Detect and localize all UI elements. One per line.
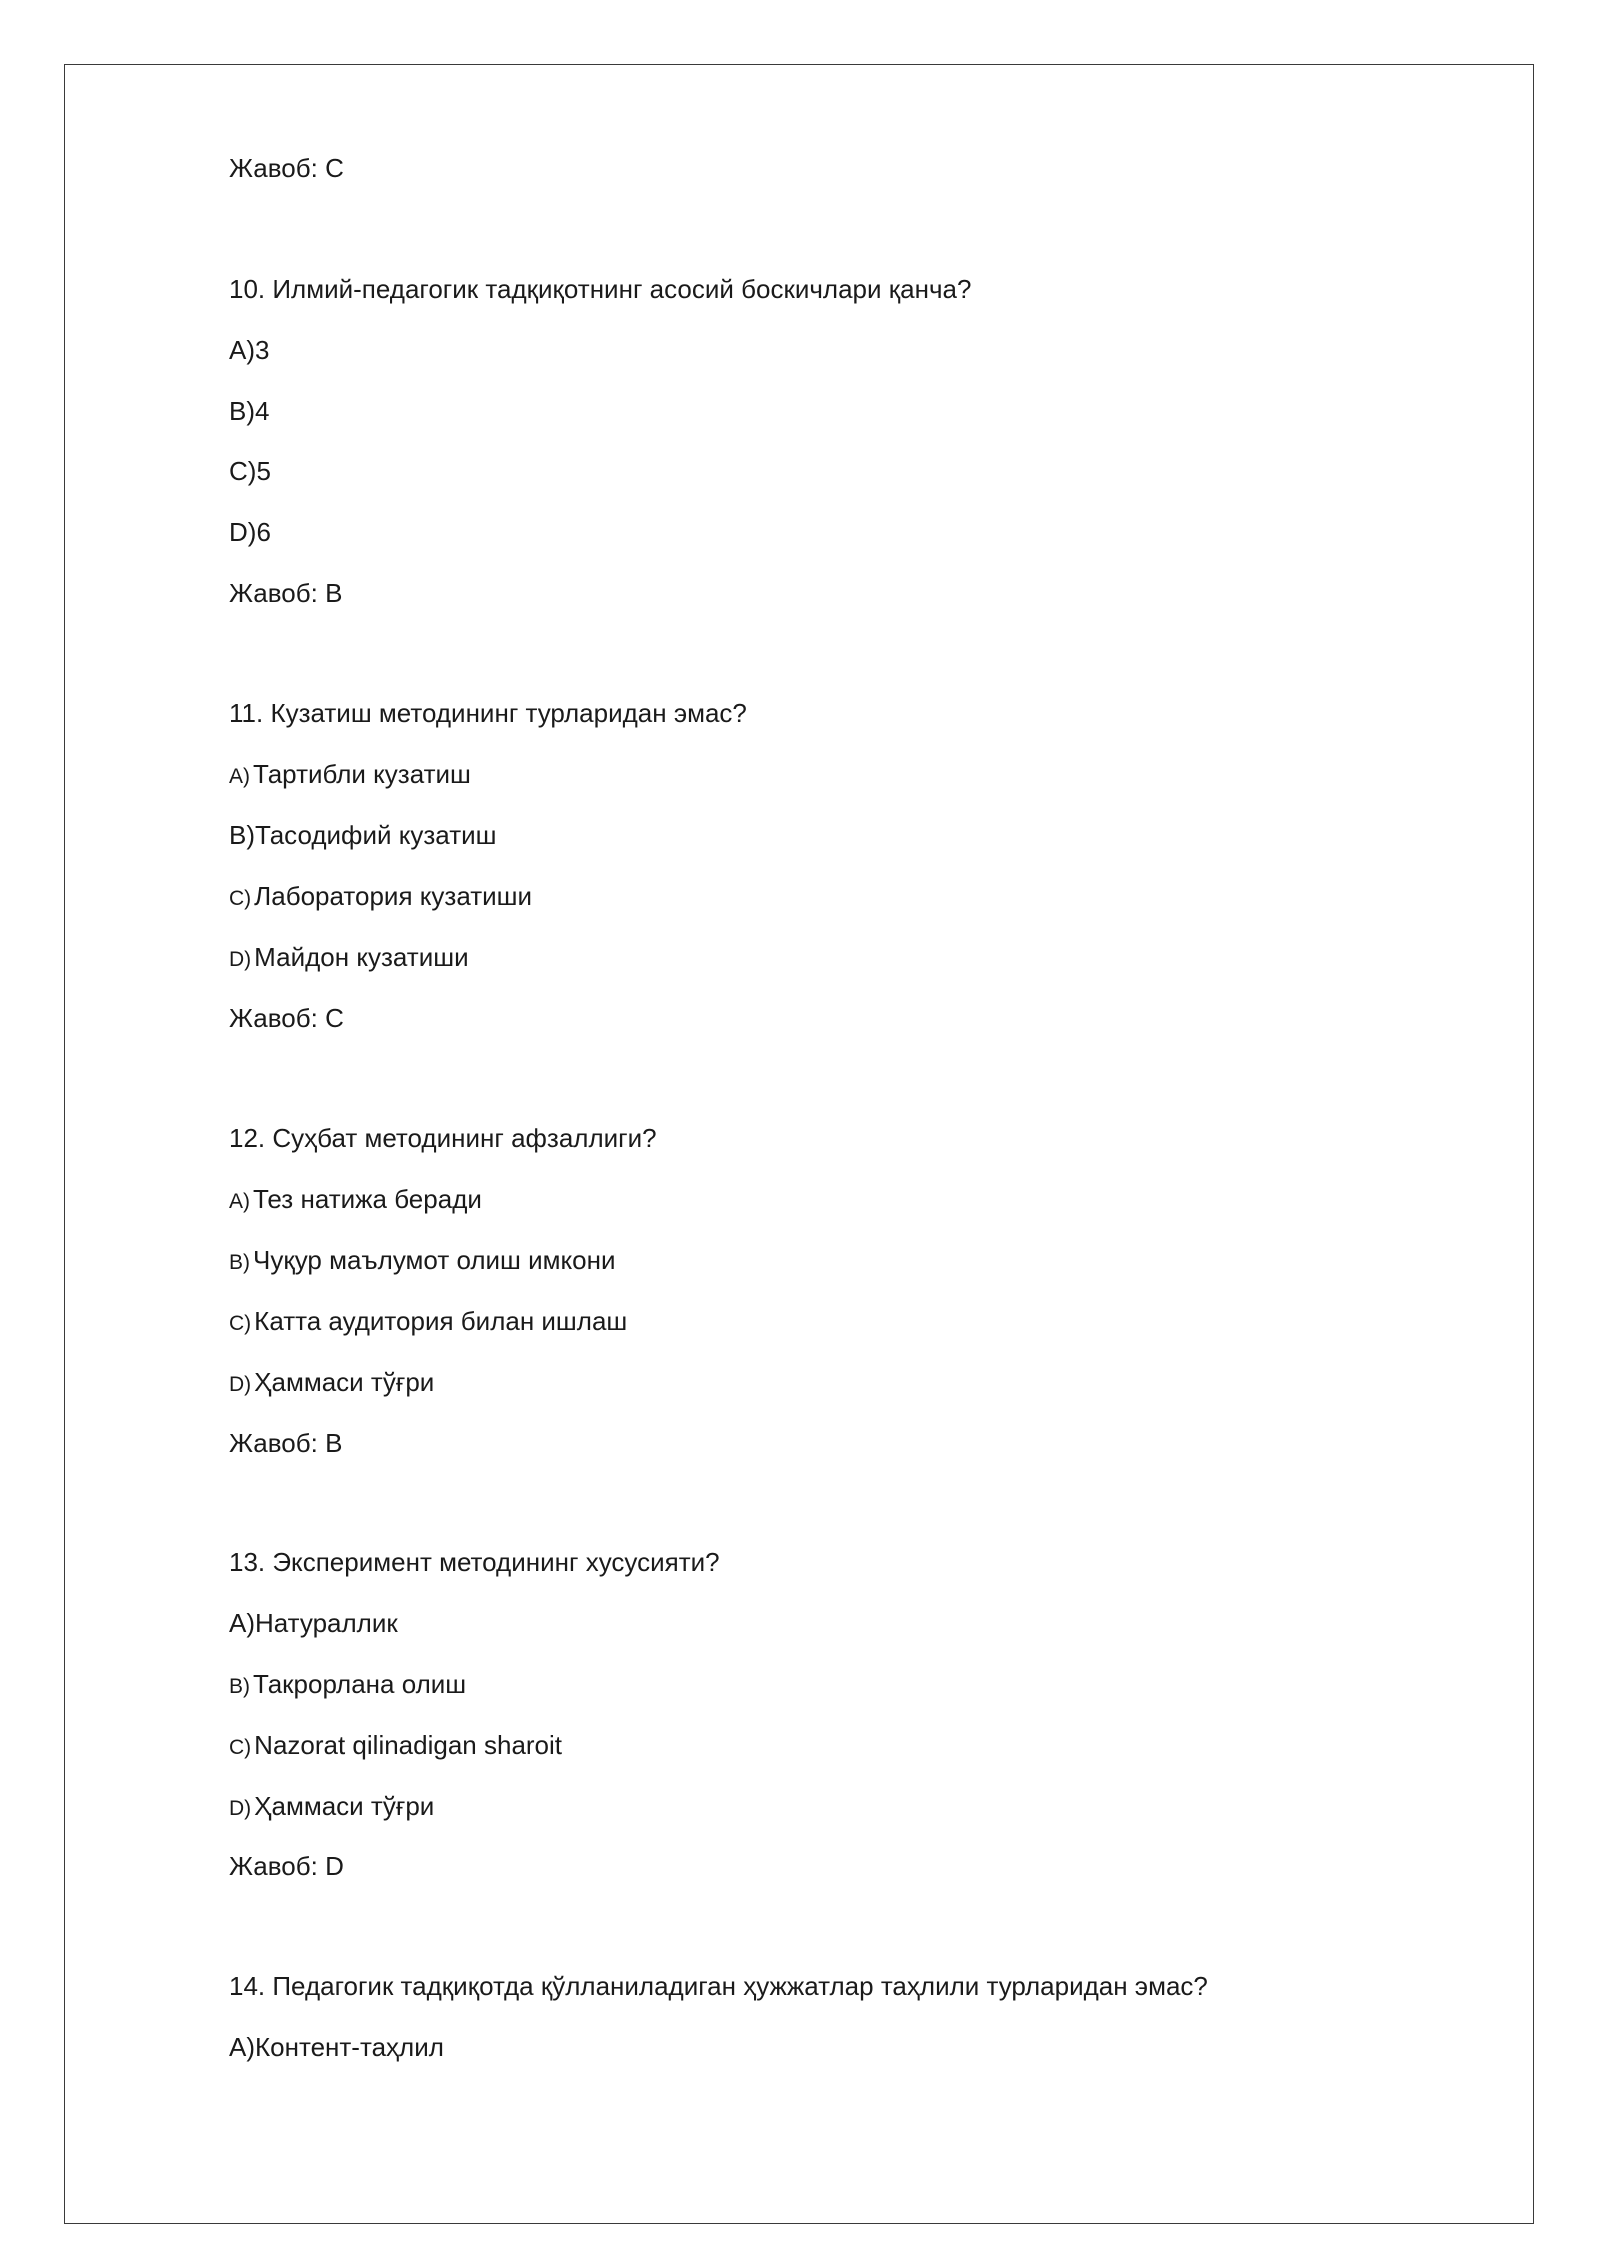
answer-option xyxy=(229,1790,434,1825)
answer-option xyxy=(229,1668,466,1703)
option-text: Чуқур маълумот олиш имкони xyxy=(253,1245,616,1275)
option-letter: B) xyxy=(229,1251,250,1274)
option-text: Ҳаммаси тўғри xyxy=(254,1791,435,1821)
answer-option xyxy=(229,455,271,487)
option-text: Ҳаммаси тўғри xyxy=(254,1367,435,1397)
answer-option xyxy=(229,516,271,548)
answer-option xyxy=(229,2031,444,2063)
option-text: Тасодифий кузатиш xyxy=(255,820,497,850)
answer-option xyxy=(229,819,496,851)
option-letter: В) xyxy=(229,820,255,850)
option-letter: A) xyxy=(229,765,250,788)
answer-line: Жавоб: D xyxy=(229,1851,344,1881)
question-text: 11. Кузатиш методининг турларидан эмас? xyxy=(229,698,747,728)
answer-option xyxy=(229,1366,434,1401)
option-text: Тартибли кузатиш xyxy=(253,759,471,789)
question-text: 10. Илмий-педагогик тадқиқотнинг асосий боскичлари қанча? xyxy=(229,274,972,304)
option-letter: С) xyxy=(229,456,257,486)
option-letter: B) xyxy=(229,1675,250,1698)
answer-line: Жавоб: В xyxy=(229,578,343,608)
option-letter: D) xyxy=(229,517,257,547)
option-text: 6 xyxy=(256,517,271,547)
option-text: 3 xyxy=(255,335,270,365)
answer-option xyxy=(229,1244,616,1279)
option-text: 5 xyxy=(256,456,271,486)
option-letter: D) xyxy=(229,1373,252,1396)
answer-line: Жавоб: С xyxy=(229,153,344,183)
answer-option xyxy=(229,1305,627,1340)
option-text: Лаборатория кузатиши xyxy=(254,881,533,911)
option-text: Контент-таҳлил xyxy=(255,2032,444,2062)
option-letter: A) xyxy=(229,1190,250,1213)
option-text: Натураллик xyxy=(255,1608,398,1638)
question-text: 14. Педагогик тадқиқотда қўлланиладиган ҳужжатлар таҳлили турларидан эмас? xyxy=(229,1971,1208,2001)
answer-option xyxy=(229,941,469,976)
option-text: Nazorat qilinadigan sharoit xyxy=(254,1730,563,1760)
answer-option xyxy=(229,1729,562,1764)
option-letter: C) xyxy=(229,1312,252,1335)
answer-line: Жавоб: С xyxy=(229,1003,344,1033)
answer-line: Жавоб: В xyxy=(229,1428,343,1458)
answer-option xyxy=(229,758,471,793)
question-text: 12. Суҳбат методининг афзаллиги? xyxy=(229,1123,657,1153)
option-letter: А) xyxy=(229,1608,255,1638)
answer-option xyxy=(229,334,269,366)
option-letter: C) xyxy=(229,1736,252,1759)
answer-option xyxy=(229,1607,398,1639)
option-letter: D) xyxy=(229,1797,252,1820)
answer-option xyxy=(229,395,269,427)
option-letter: C) xyxy=(229,887,252,910)
option-letter: А) xyxy=(229,335,255,365)
option-text: Майдон кузатиши xyxy=(254,942,469,972)
option-text: Катта аудитория билан ишлаш xyxy=(254,1306,628,1336)
question-text: 13. Эксперимент методининг хусусияти? xyxy=(229,1547,720,1577)
answer-option xyxy=(229,880,532,915)
answer-option xyxy=(229,1183,482,1218)
option-letter: D) xyxy=(229,948,252,971)
option-letter: А) xyxy=(229,2032,255,2062)
option-letter: В) xyxy=(229,396,255,426)
option-text: Такрорлана олиш xyxy=(253,1669,467,1699)
option-text: 4 xyxy=(255,396,270,426)
option-text: Тез натижа беради xyxy=(253,1184,482,1214)
